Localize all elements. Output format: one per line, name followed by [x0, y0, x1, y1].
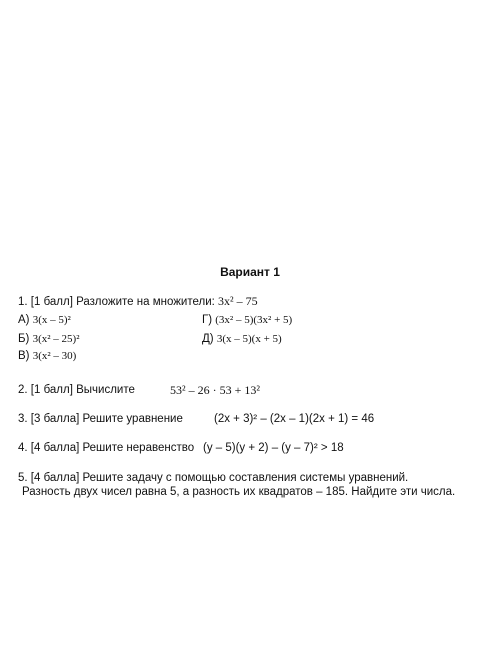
question-4-expression: (y – 5)(y + 2) – (y – 7)² > 18 — [203, 442, 344, 454]
option-g — [202, 314, 292, 326]
option-d — [202, 333, 282, 345]
question-4-text: 4. [4 балла] Решите неравенство — [18, 442, 195, 454]
option-b-expression: 3(x² – 25)² — [32, 333, 80, 345]
question-2-text: 2. [1 балл] Вычислите — [18, 384, 135, 396]
option-a-label: А) — [18, 314, 30, 326]
question-1 — [18, 294, 258, 309]
option-b-label: Б) — [18, 333, 30, 345]
option-c-expression: 3(x² – 30) — [32, 350, 77, 362]
option-a-expression: 3(x – 5)² — [32, 314, 71, 326]
variant-title: Вариант 1 — [220, 265, 280, 279]
question-4 — [18, 442, 194, 454]
question-2 — [18, 384, 135, 396]
question-5-line-1: 5. [4 балла] Решите задачу с помощью составления системы уравнений. — [18, 472, 409, 484]
option-c — [18, 350, 76, 362]
question-3-expression: (2x + 3)² – (2x – 1)(2x + 1) = 46 — [214, 413, 375, 425]
question-3 — [18, 413, 183, 425]
option-g-expression: (3x² – 5)(3x² + 5) — [215, 314, 293, 326]
option-a — [18, 314, 71, 326]
option-d-expression: 3(x – 5)(x + 5) — [216, 333, 282, 345]
option-g-label: Г) — [202, 314, 213, 326]
option-d-label: Д) — [202, 333, 214, 345]
option-b — [18, 333, 80, 345]
question-1-expression: 3x² – 75 — [218, 294, 258, 308]
question-2-expression: 53² – 26 · 53 + 13² — [170, 383, 260, 397]
question-3-text: 3. [3 балла] Решите уравнение — [18, 413, 183, 425]
question-5-line-2: Разность двух чисел равна 5, а разность их квадратов – 185. Найдите эти числа. — [22, 486, 456, 498]
option-c-label: В) — [18, 350, 30, 362]
question-1-text: 1. [1 балл] Разложите на множители: — [18, 296, 215, 308]
